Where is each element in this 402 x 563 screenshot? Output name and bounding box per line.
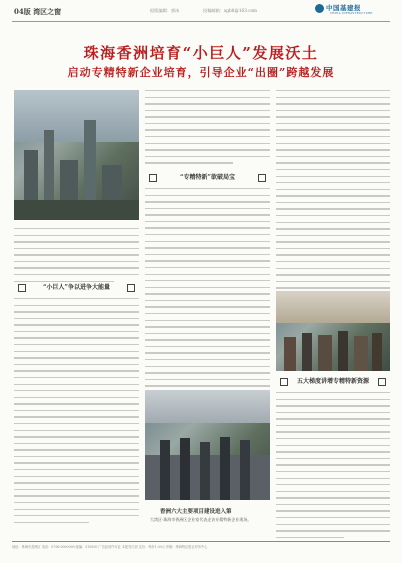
section-heading-2: “专精特新”欲破局宝 [145, 172, 270, 183]
header-rule [12, 21, 390, 22]
newspaper-logo-icon [315, 4, 324, 13]
footer-rule [12, 541, 390, 542]
submission-email: 投稿邮箱：xgblt@163.com [203, 8, 258, 13]
article-photo-event [276, 291, 390, 371]
column-2-text [145, 90, 270, 169]
column-3-text-2 [276, 392, 390, 543]
section-heading-1: “小巨人”争以进争大能量 [14, 282, 139, 293]
page-footer: 地址：珠海市香洲区 电话：0756-0000000 邮编：519000 广告经营许可证 本报发行部 定价：每份1.00元 印刷：珠海特区报社印务中心 [12, 545, 208, 549]
newspaper-logo: 中国基建报 [326, 4, 361, 12]
column-1-text [14, 228, 139, 287]
section-heading-3: 五大梯度讲增专精特新资源 [276, 376, 390, 387]
column-3-text [276, 90, 390, 301]
page-header [0, 0, 402, 22]
column-1-text-2 [14, 298, 139, 528]
page-section-label: 04版 湾区之窗 [14, 7, 62, 16]
article-photo-city [14, 90, 139, 220]
photo-caption-title: 香洲六大主要项目建设进入第 [160, 509, 232, 515]
column-2-text-2 [145, 188, 270, 399]
newspaper-logo-en: CHINA INFRASTRUCTURE [330, 12, 373, 15]
main-headline: 珠海香洲培育“小巨人”发展沃土 [83, 44, 319, 62]
sub-headline: 启动专精特新企业培育，引导企业“出圈”跨越发展 [67, 66, 335, 79]
article-photo-meeting [145, 390, 270, 500]
photo-caption: 大湾区·珠海市香洲区企业家代表走访专精特新企业现场。 [150, 517, 252, 522]
editor-credit: 组版编辑：郭冰 [150, 8, 180, 13]
